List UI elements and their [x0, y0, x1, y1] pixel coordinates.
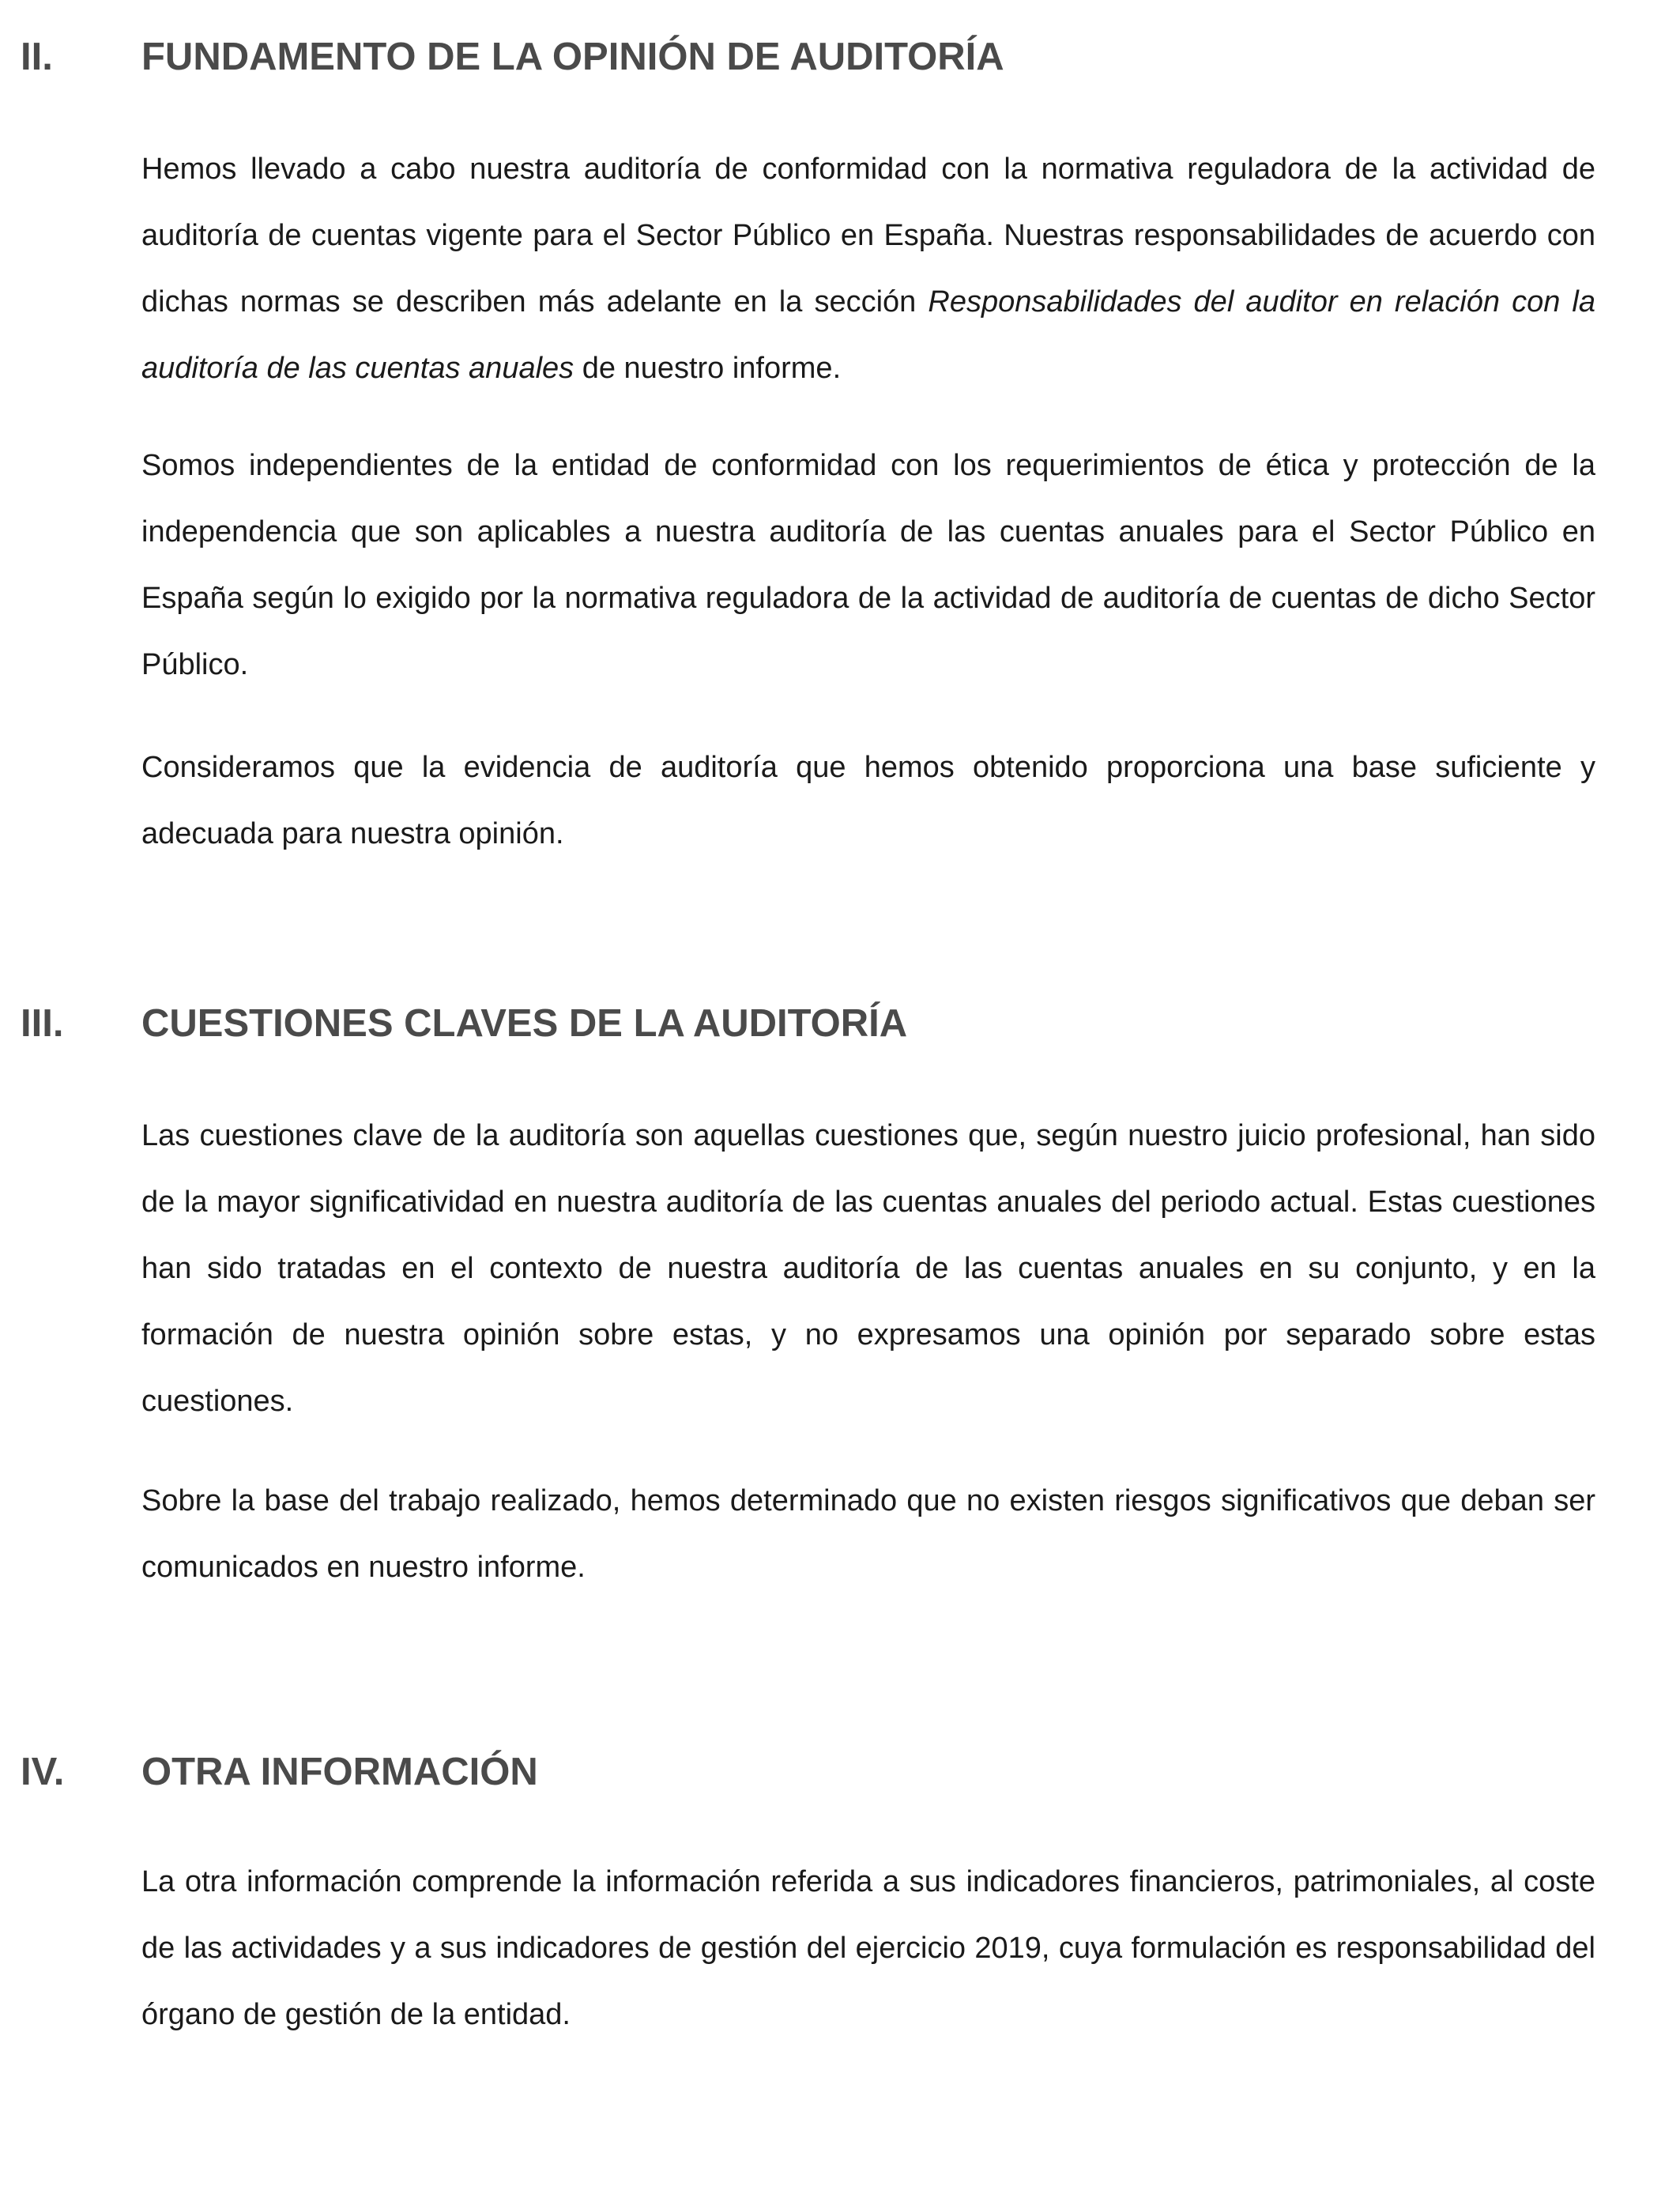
paragraph-text: Sobre la base del trabajo realizado, hemos determinado que no existen riesgos significativos que deban ser comunicados en nuestro informe.: [141, 1484, 1595, 1584]
paragraph-italic-text: Responsabilidades del auditor en relación con la auditoría de las cuentas anuales: [141, 285, 1595, 385]
section-number: III.: [21, 1002, 64, 1045]
paragraph: [141, 1103, 1595, 1434]
section-heading-iii: [0, 990, 1680, 1054]
paragraph-text: de nuestro informe.: [574, 352, 842, 385]
paragraph-text: Las cuestiones clave de la auditoría son aquellas cuestiones que, según nuestro juicio profesional, han sido de la mayor significatividad en nuestra auditoría de las cuentas anuales del periodo actual. Estas cuestiones han sido tratadas en el contexto de nuestra auditoría de las cuentas anuales en su conjunto, y en la formación de nuestra opinión sobre estas, y no expresamos una opinión por separado sobre estas cuestiones.: [141, 1119, 1595, 1418]
paragraph: [141, 1849, 1595, 2048]
paragraph: [141, 432, 1595, 698]
section-heading-ii: [0, 24, 1680, 87]
section-heading-iv: [0, 1739, 1680, 1802]
section-number: II.: [21, 36, 53, 78]
paragraph-text: Consideramos que la evidencia de auditoría que hemos obtenido proporciona una base suficiente y adecuada para nuestra opinión.: [141, 751, 1595, 850]
paragraph: [141, 1468, 1595, 1600]
section-number: IV.: [21, 1751, 65, 1793]
paragraph-text: La otra información comprende la información referida a sus indicadores financieros, patrimoniales, al coste de las actividades y a sus indicadores de gestión del ejercicio 2019, cuya formulación es responsabilidad del órgano de gestión de la entidad.: [141, 1865, 1595, 2031]
paragraph-text: Somos independientes de la entidad de conformidad con los requerimientos de ética y protección de la independencia que son aplicables a nuestra auditoría de las cuentas anuales para el Sector Público en España según lo exigido por la normativa reguladora de la actividad de auditoría de cuentas de dicho Sector Público.: [141, 449, 1595, 681]
paragraph: [141, 734, 1595, 867]
paragraph: [141, 136, 1595, 401]
section-title: CUESTIONES CLAVES DE LA AUDITORÍA: [141, 1002, 908, 1045]
section-title: FUNDAMENTO DE LA OPINIÓN DE AUDITORÍA: [141, 36, 1004, 78]
section-title: OTRA INFORMACIÓN: [141, 1751, 538, 1793]
paragraph-text: Hemos llevado a cabo nuestra auditoría de conformidad con la normativa reguladora de la actividad de auditoría de cuentas vigente para el Sector Público en España. Nuestras responsabilidades de acuerdo con dichas normas se describen más adelante en la sección: [141, 153, 1595, 319]
